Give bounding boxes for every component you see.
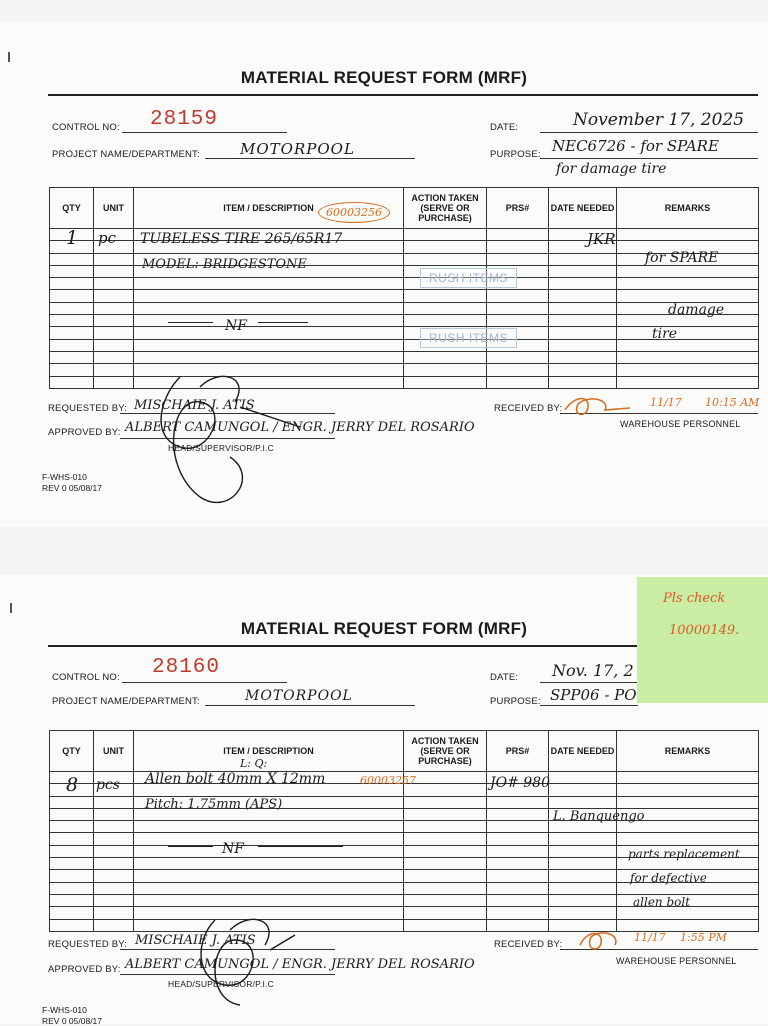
purpose-label: PURPOSE:: [490, 696, 541, 707]
nf-mark: NF: [222, 841, 244, 857]
item-line-1: Allen bolt 40mm X 12mm: [145, 771, 326, 787]
remarks-line-3: allen bolt: [633, 895, 691, 909]
punch-mark: [10, 603, 12, 613]
date-line: [540, 132, 758, 133]
item-line-2: Pitch: 1.75mm (APS): [145, 797, 283, 812]
sticky-line-2: 10000149.: [669, 623, 740, 638]
item-line-2: MODEL: BRIDGESTONE: [142, 257, 307, 272]
receiver-signature: [560, 390, 640, 420]
remarks-line-1: parts replacement: [628, 847, 740, 861]
item-code: 60003256: [318, 202, 390, 223]
date-needed-value: L. Banquengo: [553, 809, 645, 824]
form-title: MATERIAL REQUEST FORM (MRF): [240, 619, 528, 638]
project-line: [205, 705, 415, 706]
project-label: PROJECT NAME/DEPARTMENT:: [52, 696, 200, 707]
col-date-needed: DATE NEEDED: [549, 731, 617, 772]
warehouse-personnel-label: WAREHOUSE PERSONNEL: [616, 956, 737, 966]
control-no-label: CONTROL NO:: [52, 122, 120, 133]
received-date: 11/17: [634, 931, 666, 944]
project-value: MOTORPOOL: [240, 140, 355, 158]
requester-signature: [185, 900, 305, 1010]
received-by-label: RECEIVED BY:: [494, 403, 563, 414]
purpose-line: [540, 158, 758, 159]
date-needed-value: JKR: [587, 230, 616, 248]
col-item: ITEM / DESCRIPTION: [134, 731, 404, 772]
col-remarks: REMARKS: [617, 188, 759, 229]
date-label: DATE:: [490, 122, 519, 133]
item-line-1: TUBELESS TIRE 265/65R17: [140, 231, 343, 247]
qty-value: 1: [66, 227, 79, 249]
requested-by-label: REQUESTED BY:: [48, 403, 128, 414]
nf-dash-left: [168, 322, 213, 323]
head-supervisor-label: HEAD/SUPERVISOR/P.I.C: [168, 979, 274, 989]
col-action: ACTION TAKEN (SERVE OR PURCHASE): [404, 188, 487, 229]
control-no-line: [122, 132, 287, 133]
control-no-value: 28160: [152, 656, 221, 679]
revision: REV 0 05/08/17: [42, 1016, 103, 1026]
qty-value: 8: [66, 774, 79, 796]
remarks-line-2: for defective: [630, 871, 707, 885]
warehouse-personnel-label: WAREHOUSE PERSONNEL: [620, 419, 741, 429]
approved-by-value: ALBERT CAMUNGOL / ENGR. JERRY DEL ROSARIO: [125, 957, 475, 972]
approved-by-label: APPROVED BY:: [48, 427, 121, 438]
form-code: F-WHS-010: [42, 472, 87, 482]
purpose-value: NEC6726 - for SPARE: [552, 137, 719, 155]
punch-mark: [8, 52, 10, 62]
date-value: November 17, 2025: [573, 110, 745, 130]
head-supervisor-label: HEAD/SUPERVISOR/P.I.C: [168, 443, 274, 453]
col-unit: UNIT: [94, 188, 134, 229]
project-value: MOTORPOOL: [245, 688, 353, 704]
remarks-line-1: for SPARE: [645, 250, 719, 266]
date-value: Nov. 17, 2: [552, 661, 634, 680]
receiver-signature: [575, 925, 635, 955]
approved-by-label: APPROVED BY:: [48, 964, 121, 975]
rush-stamp-1: RUSH ITEMS: [420, 268, 517, 288]
purpose-value-2: for damage tire: [556, 161, 667, 177]
col-unit: UNIT: [94, 731, 134, 772]
approved-by-value: ALBERT CAMUNGOL / ENGR. JERRY DEL ROSARIO: [125, 420, 475, 435]
received-time: 10:15 AM: [705, 396, 760, 409]
unit-value: pcs: [96, 777, 120, 793]
remarks-line-2: damage: [668, 302, 725, 318]
control-no-label: CONTROL NO:: [52, 672, 120, 683]
received-date: 11/17: [650, 396, 682, 409]
prs-value: JO# 980: [490, 775, 550, 791]
col-prs: PRS#: [487, 188, 549, 229]
col-remarks: REMARKS: [617, 731, 759, 772]
date-line: [540, 682, 638, 683]
purpose-label: PURPOSE:: [490, 149, 541, 160]
requested-by-value: MISCHAIE J. ATIS: [134, 398, 255, 413]
col-qty: QTY: [50, 188, 94, 229]
form-title: MATERIAL REQUEST FORM (MRF): [240, 68, 528, 87]
control-no-value: 28159: [150, 108, 219, 131]
mrf-form-1: [0, 22, 768, 527]
remarks-line-3: tire: [652, 326, 678, 342]
sticky-note: [637, 577, 768, 703]
control-no-line: [122, 682, 287, 683]
unit-value: pc: [98, 229, 117, 247]
requested-by-label: REQUESTED BY:: [48, 939, 128, 950]
item-code: 60003257: [360, 774, 416, 787]
col-date-needed: DATE NEEDED: [549, 188, 617, 229]
nf-dash-right: [258, 322, 308, 323]
requested-by-value: MISCHAIE J. ATIS: [135, 933, 256, 948]
item-head: L: Q:: [240, 757, 268, 770]
col-action: ACTION TAKEN (SERVE OR PURCHASE): [404, 731, 487, 772]
purpose-line: [540, 705, 638, 706]
revision: REV 0 05/08/17: [42, 483, 103, 493]
requester-signature: [140, 347, 360, 512]
date-label: DATE:: [490, 672, 519, 683]
sticky-line-1: Pls check: [663, 591, 726, 606]
received-by-label: RECEIVED BY:: [494, 939, 563, 950]
col-prs: PRS#: [487, 731, 549, 772]
form-code: F-WHS-010: [42, 1005, 87, 1015]
col-item: ITEM / DESCRIPTION: [134, 188, 404, 229]
col-qty: QTY: [50, 731, 94, 772]
title-divider: [48, 94, 758, 96]
purpose-value: SPP06 - PO: [550, 686, 637, 704]
rush-stamp-2: RUSH ITEMS: [420, 328, 517, 348]
received-time: 1:55 PM: [680, 931, 727, 944]
nf-dash-left: [168, 846, 213, 847]
nf-mark: NF: [225, 318, 247, 334]
project-label: PROJECT NAME/DEPARTMENT:: [52, 149, 200, 160]
project-line: [205, 158, 415, 159]
nf-dash-right: [258, 846, 343, 847]
